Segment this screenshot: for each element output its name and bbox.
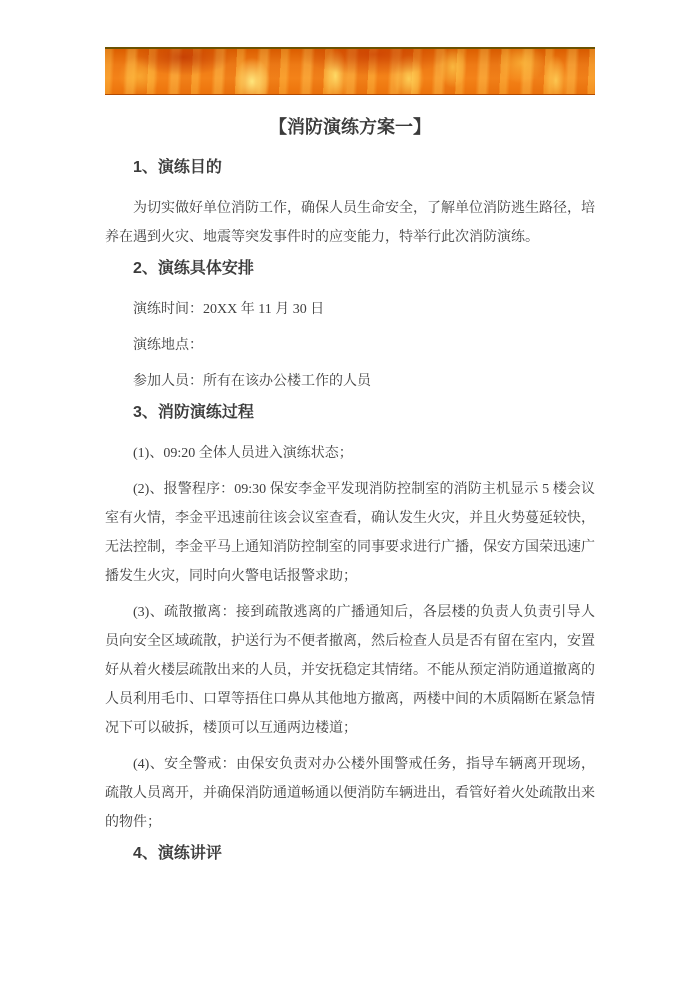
paragraph-step-2: (2)、报警程序：09:30 保安李金平发现消防控制室的消防主机显示 5 楼会议室有火情，李金平迅速前往该会议室查看，确认发生火灾，并且火势蔓延较快，无法控制，李金平马上通知消防控制室的同事要求进行广播，保安方国荣迅速广播发生火灾，同时向火警电话报警求助； bbox=[105, 482, 595, 584]
section-heading: 4、演练讲评 bbox=[133, 845, 222, 862]
document-title: 【消防演练方案一】 bbox=[269, 117, 431, 137]
paragraph-step-4: (4)、安全警戒：由保安负责对办公楼外围警戒任务，指导车辆离开现场，疏散人员离开，并确保消防通道畅通以便消防车辆进出，看管好着火处疏散出来的物件； bbox=[105, 757, 595, 830]
paragraph-step-3: (3)、疏散撤离：接到疏散逃离的广播通知后，各层楼的负责人负责引导人员向安全区域疏散，护送行为不便者撤离，然后检查人员是否有留在室内，安置好从着火楼层疏散出来的人员，并安抚稳定其情绪。不能从预定消防通道撤离的人员利用毛巾、口罩等捂住口鼻从其他地方撤离，两楼中间的木质隔断在紧急情况下可以破拆，楼顶可以互通两边楼道； bbox=[105, 605, 595, 736]
section-arrangement bbox=[105, 259, 595, 396]
flame-banner-image bbox=[105, 47, 595, 95]
paragraph-drill-time: 演练时间：20XX 年 11 月 30 日 bbox=[133, 302, 325, 317]
section-review bbox=[105, 844, 595, 864]
section-purpose bbox=[105, 158, 595, 252]
section-process bbox=[105, 403, 595, 837]
section-heading: 1、演练目的 bbox=[133, 159, 222, 176]
paragraph-step-1: (1)、09:20 全体人员进入演练状态； bbox=[133, 446, 353, 461]
section-heading: 3、消防演练过程 bbox=[133, 404, 254, 421]
paragraph-drill-location: 演练地点： bbox=[133, 338, 203, 353]
paragraph: 为切实做好单位消防工作，确保人员生命安全，了解单位消防逃生路径，培养在遇到火灾、地震等突发事件时的应变能力，特举行此次消防演练。 bbox=[105, 201, 595, 245]
paragraph-participants: 参加人员：所有在该办公楼工作的人员 bbox=[133, 374, 371, 389]
section-heading: 2、演练具体安排 bbox=[133, 260, 254, 277]
